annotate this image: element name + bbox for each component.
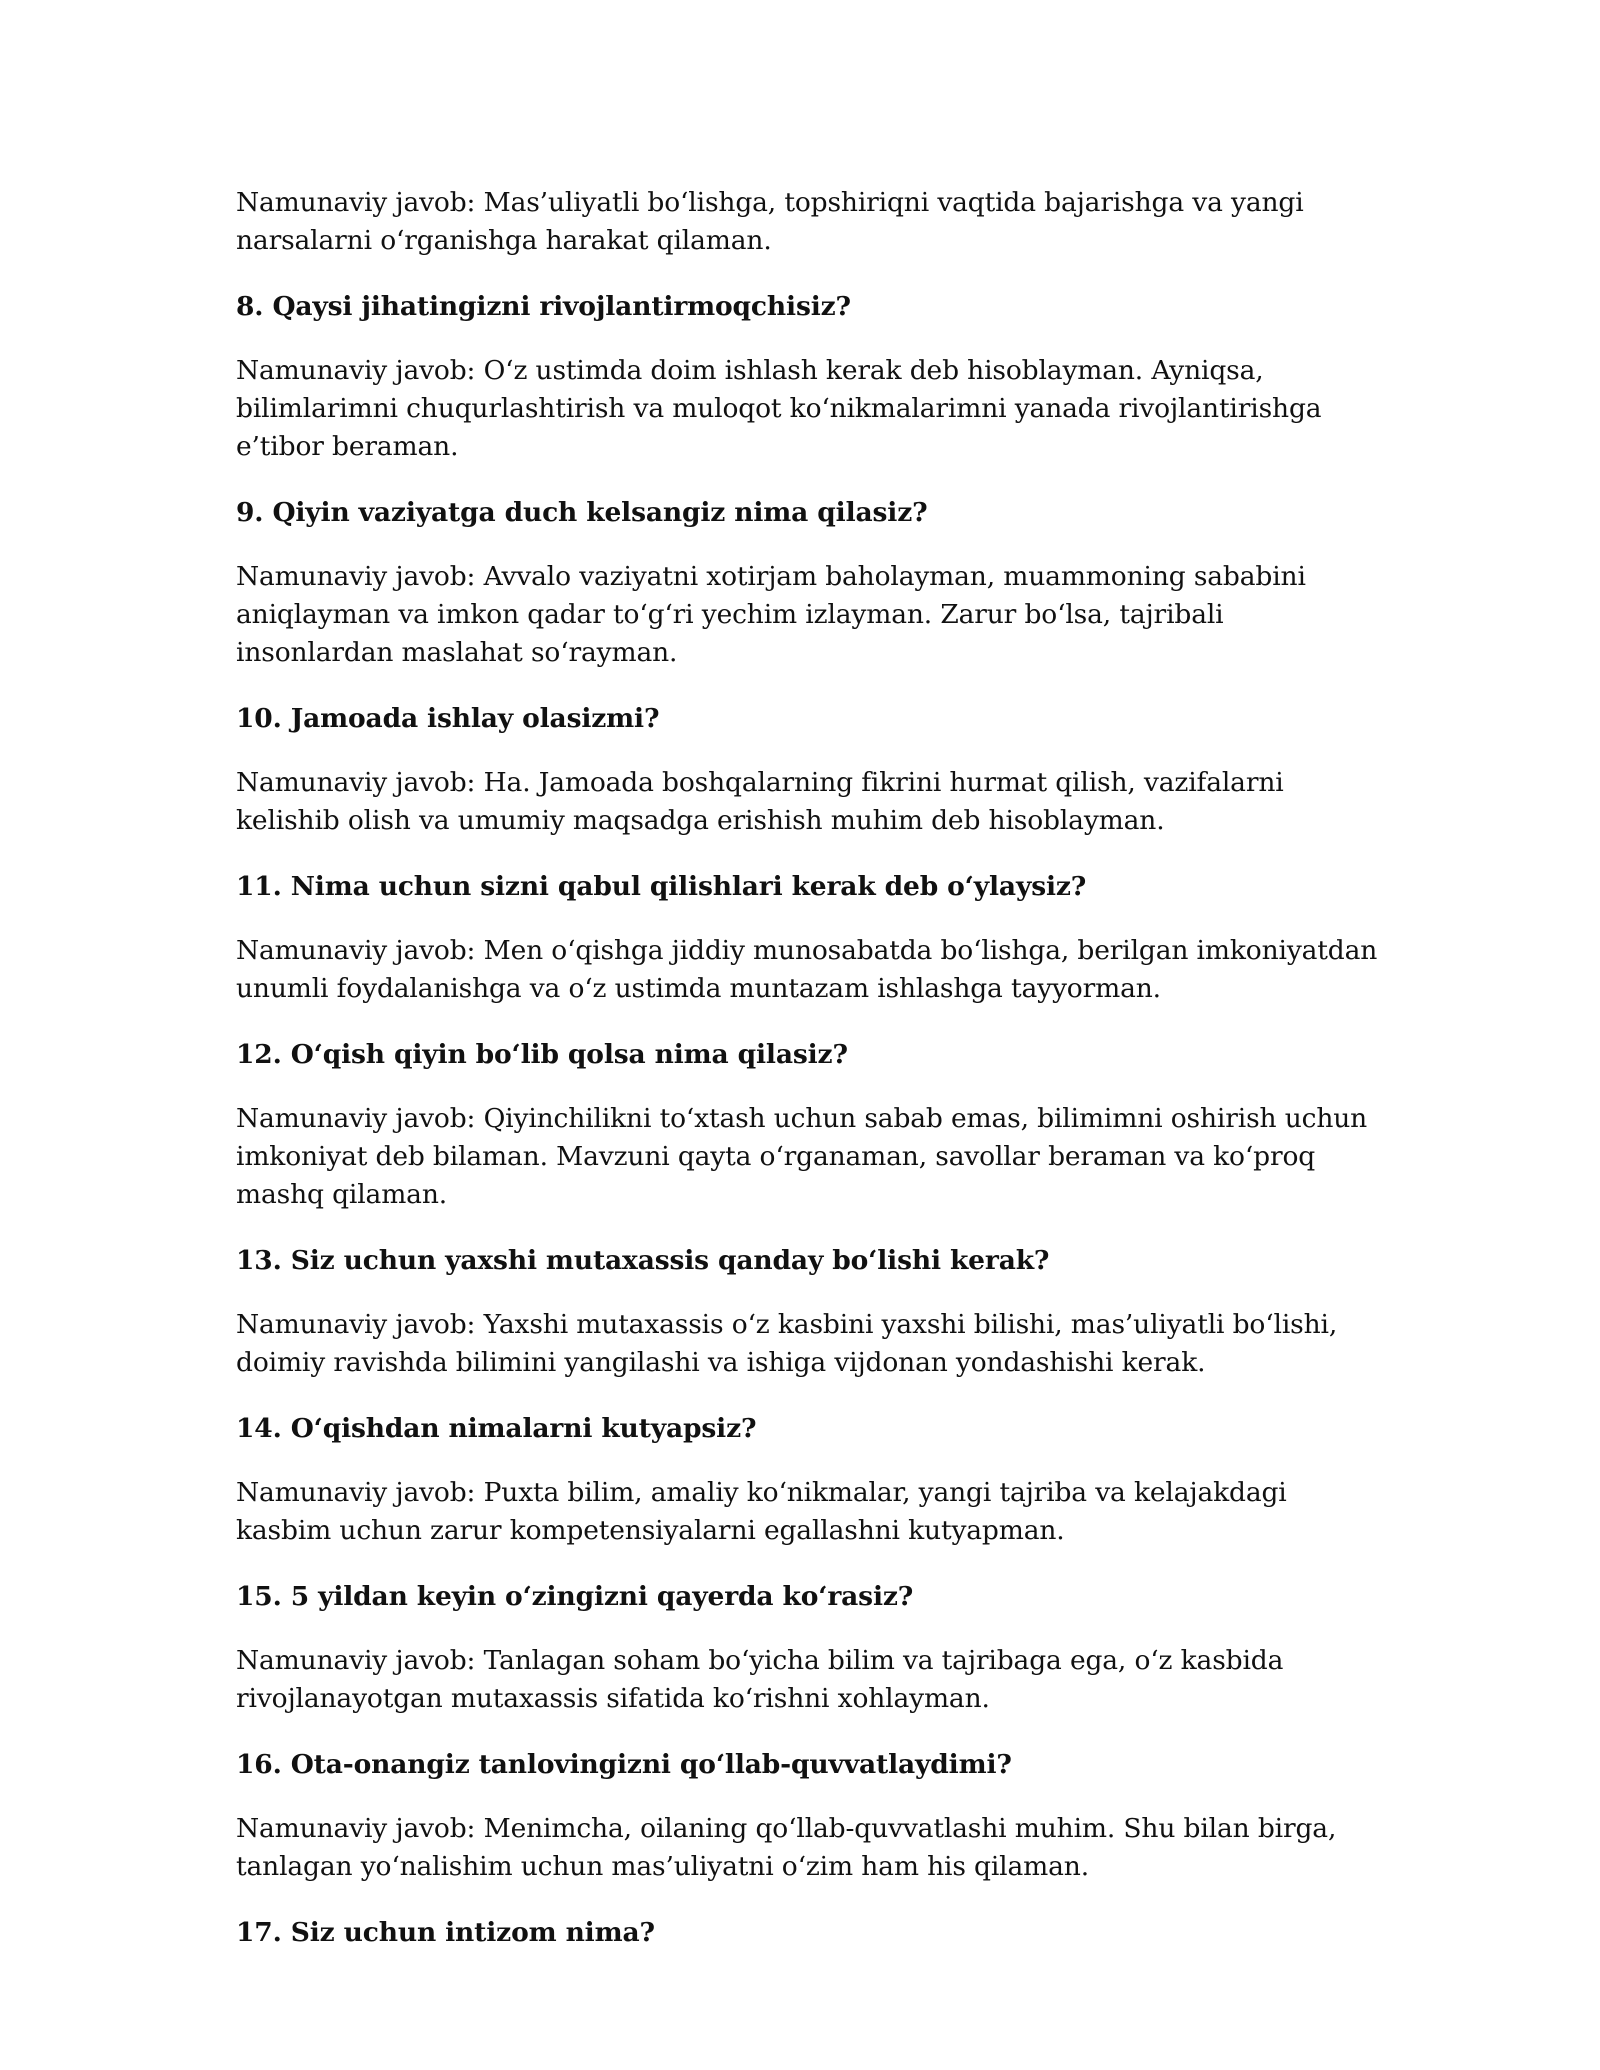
question-heading: 13. Siz uchun yaxshi mutaxassis qanday bo‘lishi kerak? [236,1245,1050,1276]
question-heading: 17. Siz uchun intizom nima? [236,1917,655,1948]
answer-paragraph: Namunaviy javob: Tanlagan soham bo‘yicha bilim va tajribaga ega, o‘z kasbida rivojlanayotgan mutaxassis sifatida ko‘rishni xohlayman. [236,1645,1284,1714]
document-page [236,184,1386,1978]
question-heading: 8. Qaysi jihatingizni rivojlantirmoqchisiz? [236,291,851,322]
answer-paragraph: Namunaviy javob: O‘z ustimda doim ishlash kerak deb hisoblayman. Ayniqsa, bilimlarimni chuqurlashtirish va muloqot ko‘nikmalarimni yanada rivojlantirishga e’tibor beraman. [236,355,1322,462]
question-heading: 9. Qiyin vaziyatga duch kelsangiz nima qilasiz? [236,497,928,528]
question-heading: 12. O‘qish qiyin bo‘lib qolsa nima qilasiz? [236,1039,848,1070]
answer-paragraph: Namunaviy javob: Ha. Jamoada boshqalarning fikrini hurmat qilish, vazifalarni kelishib olish va umumiy maqsadga erishish muhim deb hisoblayman. [236,767,1284,836]
question-heading: 15. 5 yildan keyin o‘zingizni qayerda ko‘rasiz? [236,1581,914,1612]
question-heading: 16. Ota-onangiz tanlovingizni qo‘llab-quvvatlaydimi? [236,1749,1012,1780]
question-heading: 14. O‘qishdan nimalarni kutyapsiz? [236,1413,757,1444]
answer-paragraph: Namunaviy javob: Menimcha, oilaning qo‘llab-quvvatlashi muhim. Shu bilan birga, tanlagan yo‘nalishim uchun mas’uliyatni o‘zim ham his qilaman. [236,1813,1337,1882]
answer-paragraph: Namunaviy javob: Avvalo vaziyatni xotirjam baholayman, muammoning sababini aniqlayman va imkon qadar to‘g‘ri yechim izlayman. Zarur bo‘lsa, tajribali insonlardan maslahat so‘rayman. [236,561,1306,668]
question-heading: 10. Jamoada ishlay olasizmi? [236,703,660,734]
question-heading: 11. Nima uchun sizni qabul qilishlari kerak deb o‘ylaysiz? [236,871,1087,902]
answer-paragraph: Namunaviy javob: Mas’uliyatli bo‘lishga, topshiriqni vaqtida bajarishga va yangi narsalarni o‘rganishga harakat qilaman. [236,187,1304,256]
answer-paragraph: Namunaviy javob: Puxta bilim, amaliy ko‘nikmalar, yangi tajriba va kelajakdagi kasbim uchun zarur kompetensiyalarni egallashni kutyapman. [236,1477,1287,1546]
answer-paragraph: Namunaviy javob: Qiyinchilikni to‘xtash uchun sabab emas, bilimimni oshirish uchun imkoniyat deb bilaman. Mavzuni qayta o‘rganaman, savollar beraman va ko‘proq mashq qilaman. [236,1103,1368,1210]
answer-paragraph: Namunaviy javob: Yaxshi mutaxassis o‘z kasbini yaxshi bilishi, mas’uliyatli bo‘lishi, doimiy ravishda bilimini yangilashi va ishiga vijdonan yondashishi kerak. [236,1309,1338,1378]
answer-paragraph: Namunaviy javob: Men o‘qishga jiddiy munosabatda bo‘lishga, berilgan imkoniyatdan unumli foydalanishga va o‘z ustimda muntazam ishlashga tayyorman. [236,935,1378,1004]
